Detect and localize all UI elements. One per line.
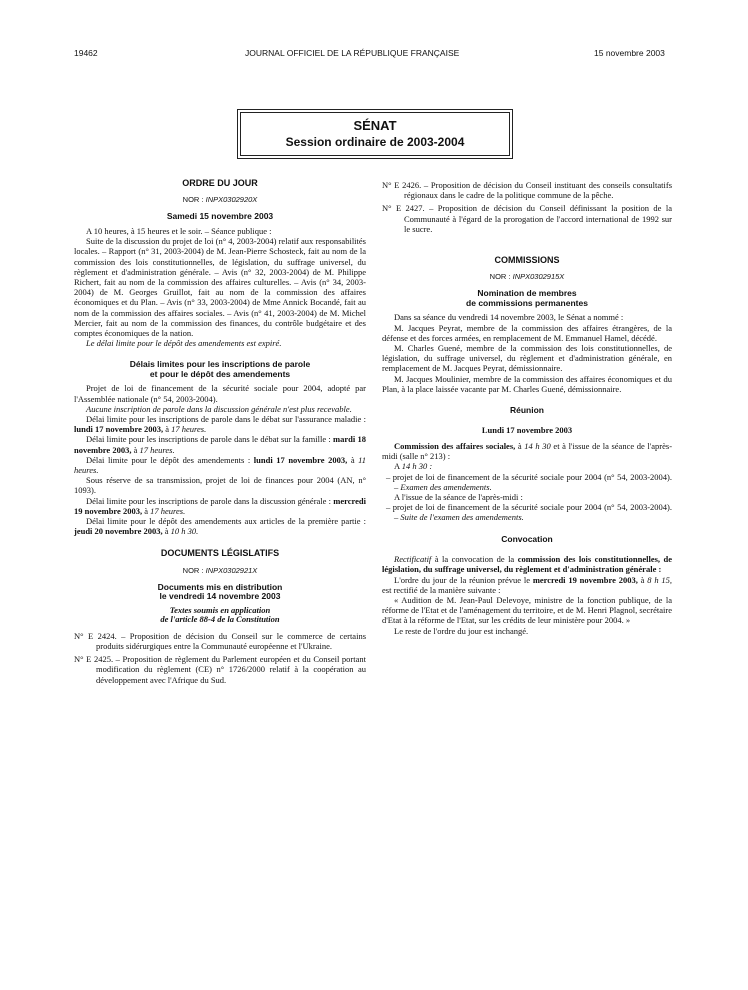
docs-sub-1: Documents mis en distribution bbox=[157, 581, 283, 592]
title-box bbox=[240, 112, 510, 156]
lundi-heading: Lundi 17 novembre 2003 bbox=[481, 424, 573, 435]
delais-heading bbox=[74, 360, 366, 379]
e2425-item: N° E 2425. – Proposition de règlement du Parlement européen et du Conseil portant modification du règlement (CE) n° 1726/2000 relatif à la coopération au développement avec l'Afrique du Sud. bbox=[74, 654, 366, 685]
time: 14 h 30 bbox=[524, 441, 551, 452]
date: mercredi 19 novembre 2003, bbox=[74, 495, 366, 516]
header-date: 15 novembre 2003 bbox=[594, 48, 665, 58]
delais-p2: Aucune inscription de parole dans la discussion générale n'est plus recevable. bbox=[86, 403, 352, 414]
text: est rectifié de la manière suivante : bbox=[382, 584, 501, 595]
rectificatif: Rectificatif bbox=[394, 554, 432, 565]
text: A bbox=[394, 461, 400, 472]
text: à bbox=[350, 454, 355, 465]
text: Examen des amendements. bbox=[400, 481, 492, 492]
time: 11 heures. bbox=[74, 454, 367, 475]
conv-p3: « Audition de M. Jean-Paul Delevoye, ministre de la fonction publique, de la réforme de l'Etat et de l'aménagement du territoire, et de M. Henri Plagnol, secrétaire d'Etat à la réforme de l'Etat, sur les crédits de leur ministère pour 2004. » bbox=[382, 594, 672, 626]
text: Délai limite pour les inscriptions de parole dans le débat sur l'assurance maladie : bbox=[86, 413, 366, 424]
samedi-p2: Suite de la discussion du projet de loi (n° 4, 2003-2004) relatif aux responsabilités locales. – Rapport (n° 31, 2003-2004) de M. Jean-Pierre Schosteck, fait au nom de la commission des lois constitutionnelles, de législation, du suffrage universel, du règlement et d'administration générale. – Avis (n° 32, 2003-2004) de M. Philippe Richert, fait au nom de la commission des affaires culturelles. – Avis (n° 34, 2003-2004) de M. Georges Gruillot, fait au nom de la commission des affaires économiques et du Plan. – Avis (n° 33, 2003-2004) de Mme Annick Bocandé, fait au nom de la commission des affaires sociales. – Avis (n° 41, 2003-2004) de M. Michel Mercier, fait au nom de la commission des finances, du contrôle budgétaire et des comptes économiques de la nation. bbox=[74, 236, 366, 338]
journal-title: JOURNAL OFFICIEL DE LA RÉPUBLIQUE FRANÇAISE bbox=[245, 48, 460, 58]
text: à la convocation de la bbox=[434, 554, 515, 565]
textes-subheading bbox=[74, 606, 366, 625]
text: – projet de loi de financement de la sécurité sociale pour 2004 (n° 54, 2003-2004). – bbox=[386, 502, 672, 523]
text: à bbox=[164, 526, 169, 537]
reu-p3 bbox=[382, 472, 672, 492]
nor-label: NOR : bbox=[489, 272, 511, 282]
senat-title: SÉNAT bbox=[353, 118, 397, 133]
time: 8 h 15, bbox=[647, 574, 673, 585]
page-number: 19462 bbox=[74, 48, 98, 58]
delais-p5 bbox=[74, 455, 366, 475]
e2427-item: N° E 2427. – Proposition de décision du Conseil définissant la position de la Communauté à l'égard de la prorogation de l'accord international de 1992 sur le sucre. bbox=[382, 203, 672, 234]
delais-p1: Projet de loi de financement de la sécurité sociale pour 2004, adopté par l'Assemblée nationale (n° 54, 2003-2004). bbox=[74, 383, 366, 404]
date: mardi 18 novembre 2003, bbox=[74, 434, 367, 455]
time: 10 h 30. bbox=[170, 526, 199, 537]
delais-p4 bbox=[74, 434, 366, 454]
samedi-p1: A 10 heures, à 15 heures et le soir. – Séance publique : bbox=[86, 225, 272, 236]
conv-p4: Le reste de l'ordre du jour est inchangé. bbox=[394, 625, 529, 636]
nom-p3: M. Charles Guené, membre de la commission des lois constitutionnelles, de législation, du suffrage universel, du règlement et d'administration générale, en remplacement de M. Jacques Peyrat, démissionnaire. bbox=[382, 343, 672, 374]
delais-heading-2: et pour le dépôt des amendements bbox=[149, 368, 291, 379]
text: L'ordre du jour de la réunion prévue le bbox=[394, 574, 530, 585]
text: Délai limite pour le dépôt des amendements : bbox=[86, 454, 251, 465]
commission-name: Commission des affaires sociales, bbox=[394, 441, 516, 452]
nor-code: INPX0302920X bbox=[205, 195, 258, 205]
conv-p1 bbox=[382, 554, 672, 574]
reu-p5 bbox=[382, 502, 672, 522]
text: – projet de loi de financement de la sécurité sociale pour 2004 (n° 54, 2003-2004). – bbox=[386, 471, 672, 492]
reu-p1 bbox=[382, 441, 672, 461]
reu-p4: A l'issue de la séance de l'après-midi : bbox=[394, 492, 523, 503]
nor-ordre bbox=[74, 195, 366, 205]
text: Suite de l'examen des amendements. bbox=[400, 512, 524, 523]
e2426-item: N° E 2426. – Proposition de décision du Conseil instituant des conseils consultatifs régionaux dans le cadre de la politique commune de la pêche. bbox=[382, 180, 672, 201]
session-title: Session ordinaire de 2003-2004 bbox=[285, 135, 465, 149]
text: et à l'issue de la séance de l'après-midi (salle n° 213) : bbox=[382, 441, 673, 462]
documents-subheading bbox=[74, 583, 366, 602]
delais-heading-1: Délais limites pour les inscriptions de parole bbox=[129, 359, 311, 370]
delais-p8 bbox=[74, 516, 366, 536]
nor-label: NOR : bbox=[182, 565, 204, 575]
nomination-1: Nomination de membres bbox=[477, 288, 577, 299]
docs-sub-2: le vendredi 14 novembre 2003 bbox=[159, 591, 281, 602]
reunion-heading: Réunion bbox=[510, 405, 544, 416]
nomination-2: de commissions permanentes bbox=[466, 297, 588, 308]
e2424-item: N° E 2424. – Proposition de décision du Conseil sur le commerce de certains produits sidérurgiques entre la Communauté européenne et l'Ukraine. bbox=[74, 630, 366, 651]
reu-p2 bbox=[382, 461, 672, 471]
nor-commissions bbox=[382, 272, 672, 282]
nom-p2: M. Jacques Peyrat, membre de la commission des affaires étrangères, de la défense et des forces armées, en remplacement de M. Emmanuel Hamel, décédé. bbox=[382, 322, 672, 343]
nom-p4: M. Jacques Moulinier, membre de la commission des affaires économiques et du Plan, à la place laissée vacante par M. Charles Guené, démissionnaire. bbox=[382, 373, 672, 394]
time: 17 heures. bbox=[150, 505, 186, 516]
time: 17 heures. bbox=[139, 444, 175, 455]
textes-1: Textes soumis en application bbox=[169, 604, 271, 615]
documents-heading: DOCUMENTS LÉGISLATIFS bbox=[160, 548, 280, 559]
delais-p3 bbox=[74, 414, 366, 434]
textes-2: de l'article 88-4 de la Constitution bbox=[160, 614, 280, 625]
date: lundi 17 novembre 2003, bbox=[253, 454, 348, 465]
text: à bbox=[517, 441, 522, 452]
text: à bbox=[165, 424, 170, 435]
nomination-heading bbox=[382, 289, 672, 308]
commissions-heading: COMMISSIONS bbox=[494, 255, 560, 266]
right-column bbox=[382, 180, 672, 636]
date: jeudi 20 novembre 2003, bbox=[74, 526, 163, 537]
left-column bbox=[74, 178, 366, 688]
text: à bbox=[640, 574, 645, 585]
date: mercredi 19 novembre 2003, bbox=[532, 574, 638, 585]
text: à bbox=[144, 505, 148, 516]
conv-p2 bbox=[382, 575, 672, 595]
samedi-p3: Le délai limite pour le dépôt des amendements est expiré. bbox=[86, 338, 282, 349]
text: à bbox=[133, 444, 138, 455]
text: Délai limite pour les inscriptions de parole dans la discussion générale : bbox=[86, 495, 332, 506]
nor-code: INPX0302915X bbox=[512, 272, 565, 282]
samedi-heading: Samedi 15 novembre 2003 bbox=[166, 211, 274, 222]
convocation-heading: Convocation bbox=[501, 533, 553, 544]
text: Délai limite pour les inscriptions de parole dans le débat sur la famille : bbox=[86, 434, 331, 445]
time: 17 heures. bbox=[171, 424, 207, 435]
nor-code: INPX0302921X bbox=[205, 565, 258, 575]
nor-documents bbox=[74, 566, 366, 576]
delais-p7 bbox=[74, 496, 366, 516]
ordre-du-jour-heading: ORDRE DU JOUR bbox=[182, 178, 258, 188]
nor-label: NOR : bbox=[182, 195, 204, 205]
delais-p6: Sous réserve de sa transmission, projet de loi de finances pour 2004 (AN, n° 1093). bbox=[74, 475, 366, 496]
text: Délai limite pour le dépôt des amendements aux articles de la première partie : bbox=[86, 515, 366, 526]
date: lundi 17 novembre 2003, bbox=[74, 424, 164, 435]
nom-p1: Dans sa séance du vendredi 14 novembre 2003, le Sénat a nommé : bbox=[394, 312, 624, 323]
time: 14 h 30 : bbox=[401, 461, 433, 472]
commission-name: commission des lois constitutionnelles, de législation, du suffrage universel, du règlement et d'administration générale : bbox=[382, 554, 673, 575]
